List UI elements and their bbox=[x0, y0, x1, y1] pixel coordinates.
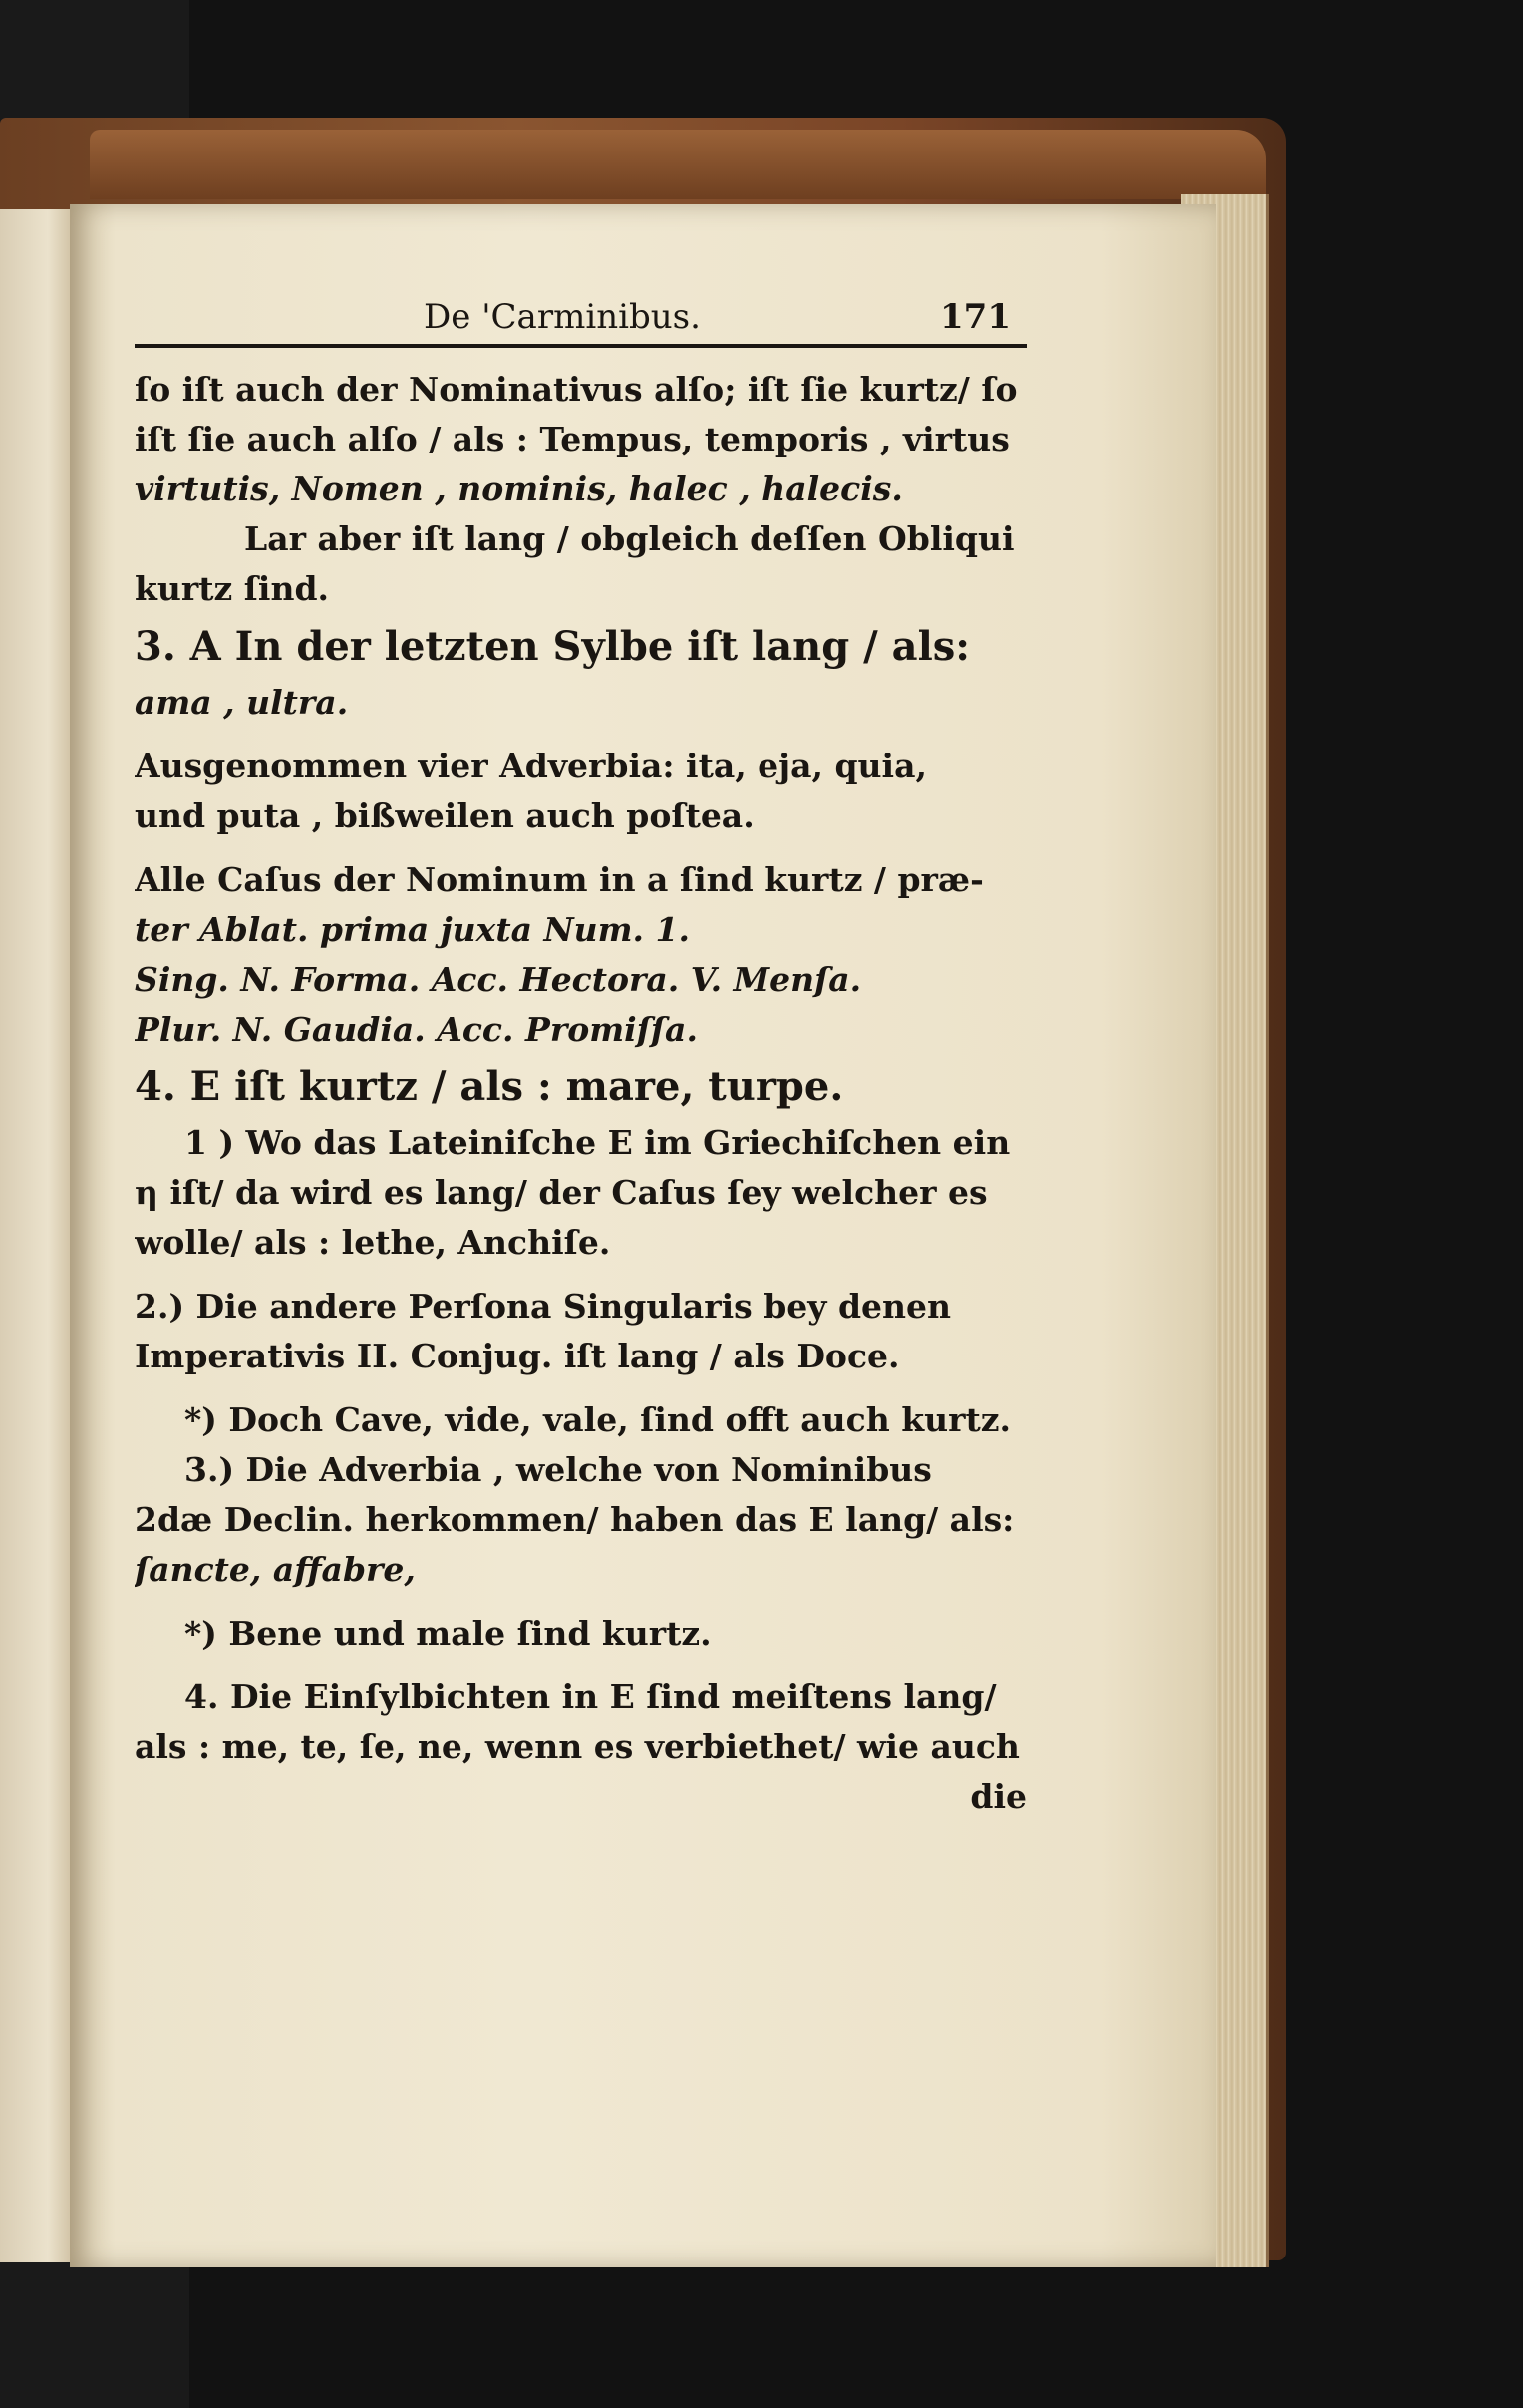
text-line: ama , ultra. bbox=[135, 683, 349, 722]
left-page-edge bbox=[0, 209, 80, 2262]
page-number: 171 bbox=[940, 297, 1011, 337]
text-line: *) Bene und male ſind kurtz. bbox=[184, 1614, 712, 1653]
running-header bbox=[135, 289, 1027, 344]
header-rule bbox=[135, 344, 1027, 348]
page-text bbox=[135, 289, 1027, 1823]
text-line: Plur. N. Gaudia. Acc. Promiſſa. bbox=[135, 1010, 698, 1049]
text-line: 1 ) Wo das Lateiniſche E im Griechiſchen ein bbox=[184, 1123, 1011, 1162]
text-line: 4. Die Einſylbichten in E ſind meiſtens lang/ bbox=[184, 1677, 997, 1716]
text-line: Alle Caſus der Nominum in a ſind kurtz / præ- bbox=[135, 860, 984, 899]
text-line: kurtz ſind. bbox=[135, 569, 330, 608]
text-line: wolle/ als : lethe, Anchiſe. bbox=[135, 1223, 611, 1262]
text-line: Imperativis II. Conjug. iſt lang / als Doce. bbox=[135, 1337, 900, 1375]
text-line: iſt ſie auch alſo / als : Tempus, temporis , virtus bbox=[135, 420, 1010, 458]
text-line: 3.) Die Adverbia , welche von Nominibus bbox=[184, 1450, 932, 1489]
text-line: 2.) Die andere Perſona Singularis bey denen bbox=[135, 1287, 952, 1326]
running-title: De 'Carminibus. bbox=[424, 297, 701, 337]
text-line: 4. E iſt kurtz / als : mare, turpe. bbox=[135, 1063, 844, 1110]
text-line: 3. A In der letzten Sylbe iſt lang / als: bbox=[135, 623, 971, 670]
text-line: η iſt/ da wird es lang/ der Caſus ſey welcher es bbox=[135, 1173, 988, 1212]
text-line: 2dæ Declin. herkommen/ haben das E lang/ als: bbox=[135, 1500, 1015, 1539]
text-line: ſancte, affabre, bbox=[135, 1550, 416, 1589]
text-line: und puta , bißweilen auch poſtea. bbox=[135, 796, 755, 835]
text-line: ſo iſt auch der Nominativus alſo; iſt ſie kurtz/ ſo bbox=[135, 370, 1018, 409]
text-line: Sing. N. Forma. Acc. Hectora. V. Menſa. bbox=[135, 960, 862, 999]
text-line: ter Ablat. prima juxta Num. 1. bbox=[135, 910, 690, 949]
catchword: die bbox=[970, 1777, 1027, 1816]
text-line: virtutis, Nomen , nominis, halec , halecis. bbox=[135, 469, 903, 508]
text-line: Lar aber iſt lang / obgleich deſſen Obliqui bbox=[244, 519, 1015, 558]
text-line: Ausgenommen vier Adverbia: ita, eja, quia, bbox=[135, 747, 927, 785]
text-line: als : me, te, ſe, ne, wenn es verbiethet/ wie auch bbox=[135, 1727, 1020, 1766]
book-cover-top-edge bbox=[90, 130, 1266, 199]
text-line: *) Doch Cave, vide, vale, ſind offt auch kurtz. bbox=[184, 1400, 1011, 1439]
